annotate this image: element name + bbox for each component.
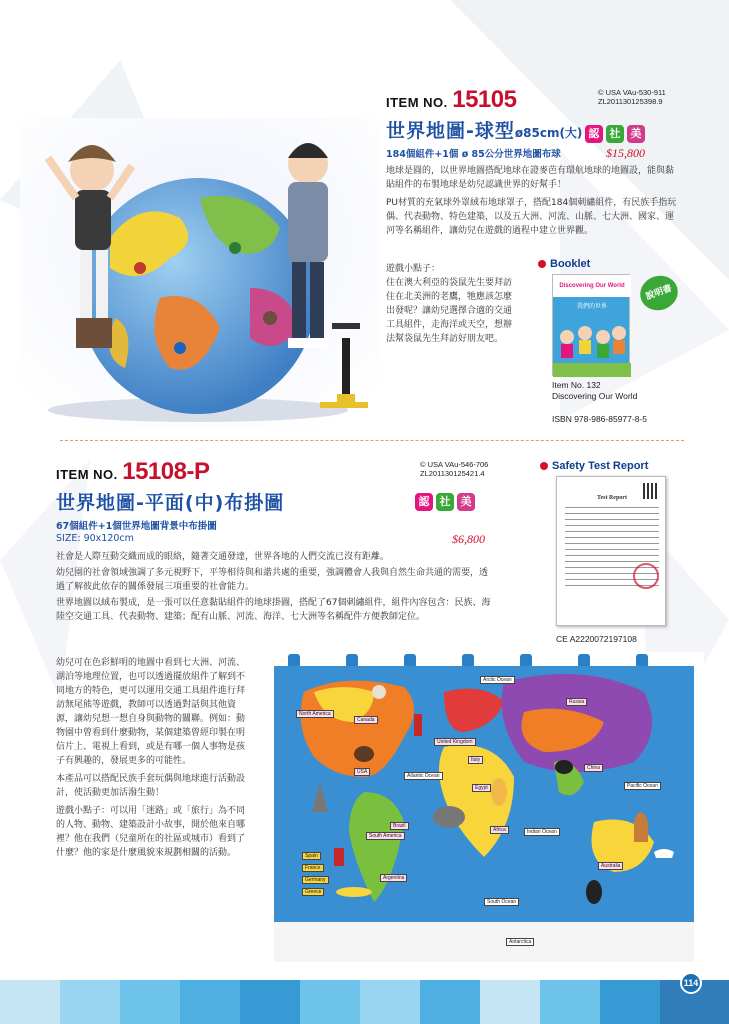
report-stamp xyxy=(633,563,659,589)
map-tag-china: China xyxy=(584,764,603,772)
badge-aesthetic: 美 xyxy=(457,493,475,511)
item-label: ITEM NO. xyxy=(56,467,118,482)
page-number-text: 114 xyxy=(683,978,699,988)
game-idea-heading: 遊戲小點子： xyxy=(386,264,441,274)
map-tag-germany: Germany xyxy=(302,876,329,884)
booklet-cover-art xyxy=(553,307,631,377)
qr-code xyxy=(643,483,659,499)
item-number: 15105 xyxy=(452,86,517,113)
copyright-line: © USA VAu-530-911 xyxy=(598,88,666,97)
map-tag-north-america: North America xyxy=(296,710,334,718)
paragraph: 住在澳大利亞的袋鼠先生要拜訪住在北美洲的老鷹，牠應該怎麼出發呢？讓幼兒選擇合適的交通工具組件，走海洋或天空，想辦法幫袋鼠先生拜訪好朋友吧。 xyxy=(386,278,513,344)
globe-product-photo xyxy=(20,118,380,428)
copyright-block-2 xyxy=(420,460,488,478)
safety-heading xyxy=(540,460,648,472)
map-tag-argentina: Argentina xyxy=(380,874,407,882)
isbn: ISBN 978-986-85977-8-5 xyxy=(552,414,647,424)
description-2 xyxy=(56,550,496,624)
badge-social: 社 xyxy=(436,493,454,511)
map-tag-spain: Spain xyxy=(302,852,321,860)
product-price-2: $6,800 xyxy=(452,532,485,546)
map-tag-atlantic-ocean: Atlantic Ocean xyxy=(404,772,443,780)
map-tag-south-ocean: South Ocean xyxy=(484,898,519,906)
description-1 xyxy=(386,164,682,238)
paragraph: 幼兒可在色彩鮮明的地圖中看到七大洲、河流、湖泊等地理位置，也可以透過擺放組件了解到不同地方的特色，更可以運用交通工具組件進行拜訪無尾熊等遊戲，教師可以透過對話與其他資源，讓幼兒想一想自身與動物的關聯。例如：動物園中曾看到什麼動物，某個建築曾經印製在明信片上、電視上看到，或是有哪一個人事物是孩子有興趣的，發展更多的可能性。 xyxy=(56,658,246,766)
paragraph: 幼兒園的社會領域強調了多元視野下，平等相待與和諧共處的重要，強調體會人我與自然生命共通的需要，透過了解彼此依存的關係發展三項重要的社會能力。 xyxy=(56,568,489,592)
paragraph: 世界地圖以絨布製成，是一張可以任意黏貼組件的地球掛圖，搭配了67個刺繡組件，組件內容包含：民族、海陸空交通工具、代表動物、建築；配有山脈、河流、海洋、七大洲等名稱配件方便教師定位。 xyxy=(56,598,491,622)
page-number xyxy=(680,972,702,994)
map-tag-south-america: South America xyxy=(366,832,405,840)
product-price-1: $15,800 xyxy=(606,146,645,160)
booklet-heading-text: Booklet xyxy=(550,258,591,270)
booklet-item-number: Item No. 132 xyxy=(552,380,601,390)
test-report-document xyxy=(556,476,666,626)
patent-line: ZL201130125421.4 xyxy=(420,469,485,478)
title-size: ø85cm(大) xyxy=(514,126,583,140)
map-tag-canada: Canada xyxy=(354,716,378,724)
title-text: 世界地圖-球型 xyxy=(386,120,515,142)
map-tag-indian-ocean: Indian Ocean xyxy=(524,828,560,836)
product-subtitle-1: 184個組件+1個 ø 85公分世界地圖布球 xyxy=(386,149,561,160)
footer-band xyxy=(0,980,729,1024)
product-size-2: SIZE: 90x120cm xyxy=(56,533,134,544)
booklet-info xyxy=(552,380,637,402)
item-number: 15108-P xyxy=(122,458,210,485)
map-tag-united-kingdom: United Kingdom xyxy=(434,738,476,746)
map-tag-france: France xyxy=(302,864,324,872)
wall-map-photo xyxy=(254,652,704,968)
map-tag-pacific-ocean: Pacific Ocean xyxy=(624,782,661,790)
game-idea-1 xyxy=(386,262,520,346)
booklet-title: Discovering Our World xyxy=(552,391,638,401)
section-divider xyxy=(60,440,684,441)
ce-certificate: CE A2220072197108 xyxy=(556,634,637,644)
paragraph: 地球是圓的，以世界地圖搭配地球在證麥芭有環航地球的地圖設，能與黏貼組件的布製地球是幼兒認識世界的好幫手！ xyxy=(386,166,675,190)
map-tag-egypt: Egypt xyxy=(472,784,491,792)
map-tag-italy: Italy xyxy=(468,756,483,764)
badge-social: 社 xyxy=(606,125,624,143)
product-subtitle-2: 67個組件+1個世界地圖背景中布掛圖 xyxy=(56,521,217,532)
product-title-1 xyxy=(386,116,645,143)
copyright-block-1 xyxy=(598,88,666,106)
map-tag-brazil: Brazil xyxy=(390,822,409,830)
bullet-icon xyxy=(538,260,546,268)
booklet-tag-text: 說明書 xyxy=(644,283,674,303)
map-tag-australia: Australia xyxy=(598,862,623,870)
paragraph: 本產品可以搭配民族手套玩偶與地球進行活動設計，使活動更加活潑生動！ xyxy=(56,774,246,798)
item-number-line-2 xyxy=(56,458,209,486)
patent-line: ZL201130125398.9 xyxy=(598,97,663,106)
report-title: Test Report xyxy=(597,495,627,501)
copyright-line: © USA VAu-546-706 xyxy=(420,460,489,469)
map-tag-africa: Africa xyxy=(490,826,509,834)
badge-aesthetic: 美 xyxy=(627,125,645,143)
badges-2 xyxy=(412,490,475,511)
item-number-line-1 xyxy=(386,86,516,114)
paragraph: 遊戲小點子：可以用「迷路」或「旅行」為不同的人物、動物、建築設計小故事，開於他來自哪裡？他在我們（兒童所在的社區或城市）看到了什麼？他的家是什麼風貌來規劃相關的活動。 xyxy=(56,806,246,858)
map-tag-russia: Russia xyxy=(566,698,587,706)
booklet-cover xyxy=(552,274,630,376)
map-tag-antarctica: Antarctica xyxy=(506,938,534,946)
map-tag-usa: USA xyxy=(354,768,370,776)
map-tag-greece: Greece xyxy=(302,888,324,896)
product-title-2: 世界地圖-平面(中)布掛圖 xyxy=(56,492,285,514)
paragraph: PU材質的充氣球外罩絨布地球罩子，搭配184個刺繡組件，有民族手指玩偶、代表動物、特色建築，以及五大洲、河流、山脈、七大洲、國家、運河等名稱組件，讓幼兒在遊戲的過程中建立世界觀。 xyxy=(386,198,677,236)
booklet-heading xyxy=(538,258,590,270)
badge-cognition: 認 xyxy=(585,125,603,143)
map-tag-arctic-ocean: Arctic Ocean xyxy=(480,676,515,684)
description-2-left xyxy=(56,656,246,860)
safety-heading-text: Safety Test Report xyxy=(552,460,649,472)
booklet-cover-title: Discovering Our World xyxy=(559,283,625,289)
badge-cognition: 認 xyxy=(415,493,433,511)
item-label: ITEM NO. xyxy=(386,95,448,110)
bullet-icon xyxy=(540,462,548,470)
paragraph: 社會是人際互動交織而成的眼絡，隨著交通發達，世界各地的人們交流已沒有距離。 xyxy=(56,552,390,562)
booklet-cover-subtitle: 我們的世界 xyxy=(576,303,607,310)
